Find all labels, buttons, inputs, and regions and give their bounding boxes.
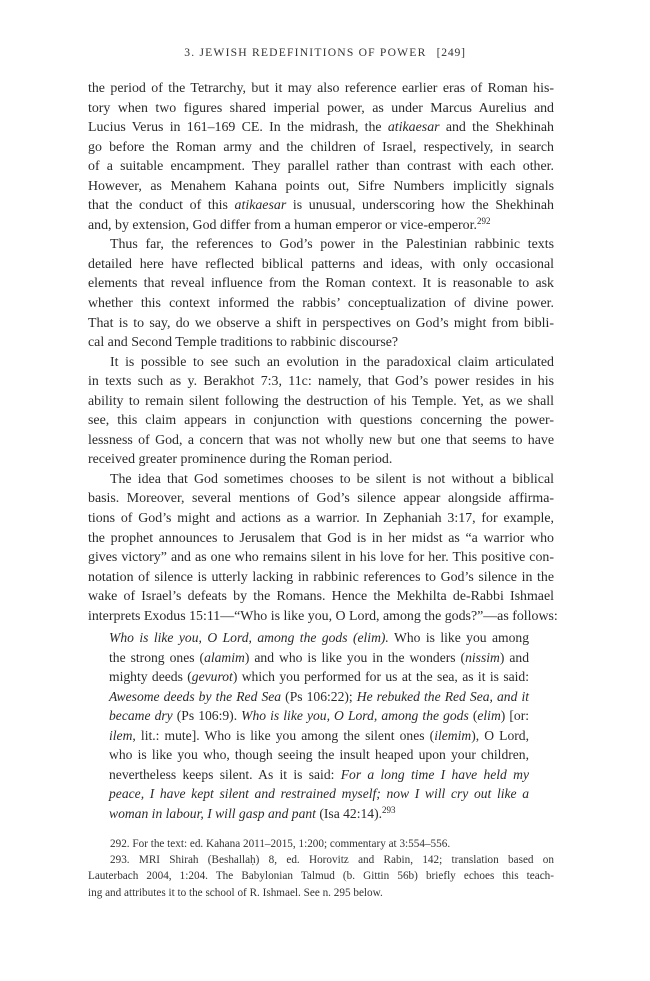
quote-line: became dry (Ps 106:9). Who is like you, O Lord, among the gods (elim) [or: [109, 708, 530, 724]
text-line: tions of God’s might and actions as a warrior. In Zephaniah 3:17, for example, [88, 511, 554, 527]
text-line: The idea that God sometimes chooses to be silent is not without a biblical [110, 471, 554, 487]
block-quotation [109, 628, 529, 823]
text-line: Thus far, the references to God’s power in the Palestinian rabbinic texts [110, 237, 554, 253]
footnote-293-line: ing and attributes it to the school of R. Ishmael. See n. 295 below. [88, 886, 383, 899]
text-line: ability to remain silent following the destruction of his Temple. Yet, as we shall [88, 393, 554, 409]
quote-line: the strong ones (alamim) and who is like you in the wonders (nissim) and [109, 649, 529, 665]
running-head [88, 46, 562, 59]
text-line: gives victory” and as one who remains silent in his love for her. This positive con- [88, 550, 554, 566]
italic-term: atikaesar [387, 120, 440, 136]
text-line: received greater prominence during the Roman period. [88, 452, 393, 468]
text-line: cal and Second Temple traditions to rabbinic discourse? [88, 335, 399, 351]
footnote-ref-293[interactable]: 293 [382, 804, 396, 815]
text-line: Lucius Verus in 161–169 CE. In the midrash, the atikaesar and the Shekhinah [88, 120, 554, 136]
text-line: the prophet announces to Jerusalem that God is in her midst as “a warrior who [88, 530, 554, 546]
text-line: of a suitable encampment. They parallel rather than contrast with each other. [88, 159, 554, 175]
text-line: elements that reveal influence from the Roman context. It is reasonable to ask [88, 276, 554, 292]
text-line: That is to say, do we observe a shift in perspectives on God’s might from bibli- [88, 315, 554, 331]
text-line: notation of silence is utterly lacking in rabbinic references to God’s silence in the [88, 569, 554, 585]
footnote-293: 293. MRI Shirah (Beshallaḥ) 8, ed. Horovitz and Rabin, 142; translation based on [110, 854, 554, 867]
text-line: basis. Moreover, several mentions of God’s silence appear alongside affirma- [88, 491, 554, 507]
body-text [88, 79, 558, 626]
text-line: interprets Exodus 15:11—“Who is like you, O Lord, among the gods?”—as follows: [88, 608, 558, 624]
quote-line: who is like you who, though seeing the insult heaped upon your children, [109, 747, 529, 763]
text-line: wake of Israel’s defeats by the Romans. Hence the Mekhilta de-Rabbi Ishmael [88, 589, 554, 605]
quote-line: woman in labour, I will gasp and pant (Isa 42:14).$^{293}$ [109, 804, 396, 821]
chapter-title: 3. JEWISH REDEFINITIONS OF POWER [184, 46, 427, 59]
text-line: tory when two figures shared imperial power, as under Marcus Aurelius and [88, 100, 554, 116]
footnote-293-line: Lauterbach 2004, 1:204. The Babylonian Talmud (b. Gittin 56b) briefly echoes this teach- [88, 870, 554, 883]
quote-line: nevertheless keeps silent. As it is said: For a long time I have held my [109, 766, 529, 782]
footnote-ref-292[interactable]: 292 [476, 215, 491, 226]
italic-term: atikaesar [234, 198, 287, 214]
text-line: the period of the Tetrarchy, but it may also reference earlier eras of Roman his- [88, 81, 554, 96]
text-line: and, by extension, God differ from a human emperor or vice-emperor.$^{292}$ [88, 215, 491, 233]
page-number: [249] [436, 46, 466, 59]
footnote-292: 292. For the text: ed. Kahana 2011–2015, 1:200; commentary at 3:554–556. [110, 838, 451, 850]
text-line: detailed here have reflected biblical patterns and ideas, with only occasional [88, 256, 554, 272]
text-line: whether this context informed the rabbis’ conceptualization of divine power. [88, 296, 554, 312]
quote-line: mighty deeds (gevurot) which you performed for us at the sea, as it is said: [109, 669, 529, 685]
quote-line: Awesome deeds by the Red Sea (Ps 106:22); He rebuked the Red Sea, and it [109, 688, 530, 704]
footnotes [88, 836, 554, 901]
text-line: However, as Menahem Kahana points out, Sifre Numbers implicitly signals [88, 178, 554, 194]
quote-line: ilem, lit.: mute]. Who is like you among the silent ones (ilemim), O Lord, [109, 727, 529, 743]
text-line: see, this claim appears in conjunction with questions concerning the power- [88, 413, 554, 429]
quote-line: peace, I have kept silent and restrained myself; now I will cry out like a [109, 786, 529, 802]
text-line: go before the Roman army and the children of Israel, respectively, in search [88, 139, 554, 155]
quote-line: Who is like you, O Lord, among the gods (elim). Who is like you among [109, 630, 529, 645]
text-line: in texts such as y. Berakhot 7:3, 11c: namely, that God’s power resides in his [88, 374, 554, 390]
text-line: that the conduct of this atikaesar is unusual, underscoring how the Shekhinah [88, 198, 554, 214]
text-line: It is possible to see such an evolution in the paradoxical claim articulated [110, 354, 554, 370]
text-line: lessness of God, a concern that was not wholly new but one that seems to have [88, 432, 554, 448]
